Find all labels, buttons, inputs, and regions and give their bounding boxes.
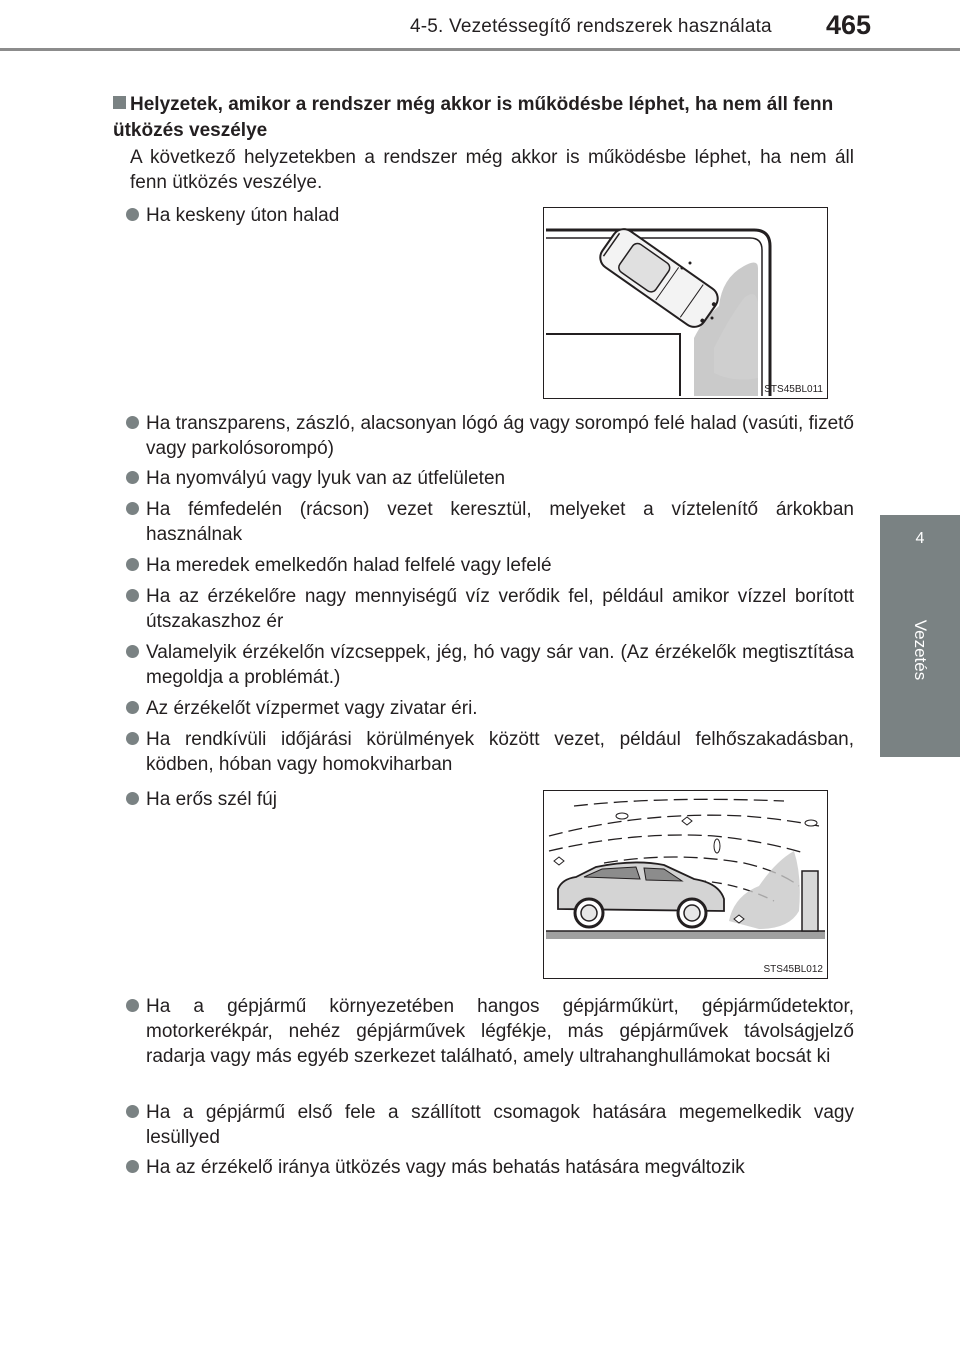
side-tab-number: 4 [915,530,925,547]
section-heading [113,92,855,144]
list-item [126,727,854,777]
round-bullet-icon [126,999,139,1012]
side-tab-label: Vezetés [911,619,930,681]
figure-code: STS45BL012 [763,964,823,975]
list-item-text: Ha keskeny úton halad [146,205,340,226]
round-bullet-icon [126,701,139,714]
list-item [126,411,854,461]
list-item-text: Ha az érzékelőre nagy mennyiségű víz verődik fel, például amikor vízzel borított útszakaszhoz ér [146,586,854,632]
list-item [126,553,854,578]
round-bullet-icon [126,471,139,484]
list-item-text: Ha fémfedelén (rácson) vezet keresztül, melyeket a víztelenítő árkokban használnak [146,499,854,545]
round-bullet-icon [126,208,139,221]
figure-strong-wind [543,790,828,979]
round-bullet-icon [126,1105,139,1118]
intro-paragraph: A következő helyzetekben a rendszer még akkor is működésbe léphet, ha nem áll fenn ütközés veszélye. [130,147,854,193]
list-item [126,497,854,547]
list-item-text: Ha erős szél fúj [146,789,277,810]
round-bullet-icon [126,792,139,805]
round-bullet-icon [126,502,139,515]
square-bullet-icon [113,96,126,109]
figure-code: STS45BL011 [764,384,823,395]
round-bullet-icon [126,645,139,658]
list-item-text: Ha a gépjármű környezetében hangos gépjárműkürt, gépjárműdetektor, motorkerékpár, nehéz gépjárművek légfékje, más gépjárművek távolságjelző radarja vagy más egyéb szerkezet található, amely ultrahanghullámokat bocsát ki [146,996,854,1067]
round-bullet-icon [126,589,139,602]
narrow-road-illustration [544,208,827,398]
side-tab-number-box [880,515,960,595]
list-item [126,640,854,690]
strong-wind-illustration [544,791,827,978]
list-item [126,994,854,1069]
round-bullet-icon [126,1160,139,1173]
page-number: 465 [826,10,872,40]
list-item-text: Ha az érzékelő iránya ütközés vagy más behatás hatására megváltozik [146,1157,745,1178]
list-item-text: Ha nyomvályú vagy lyuk van az útfelületen [146,468,506,489]
list-item [126,1155,854,1180]
section-title-text: Helyzetek, amikor a rendszer még akkor is működésbe léphet, ha nem áll fenn ütközés veszélye [113,94,834,141]
round-bullet-icon [126,732,139,745]
list-item [126,584,854,634]
list-item-text: Ha transzparens, zászló, alacsonyan lógó ág vagy sorompó felé halad (vasúti, fizető vagy parkolósorompó) [146,413,854,459]
figure-narrow-road [543,207,828,399]
header-divider [0,48,960,51]
round-bullet-icon [126,558,139,571]
list-item-text: Ha meredek emelkedőn halad felfelé vagy lefelé [146,555,552,576]
list-item-text: Ha a gépjármű első fele a szállított csomagok hatására megemelkedik vagy lesüllyed [146,1102,854,1148]
list-item [126,787,506,812]
list-item [126,203,506,228]
list-item [126,466,854,491]
list-item [126,696,854,721]
list-item-text: Ha rendkívüli időjárási körülmények között vezet, például felhőszakadásban, ködben, hóban vagy homokviharban [146,729,854,775]
chapter-title: 4-5. Vezetéssegítő rendszerek használata [410,16,772,37]
list-item-text: Valamelyik érzékelőn vízcseppek, jég, hó vagy sár van. (Az érzékelők megtisztítása megoldja a problémát.) [146,642,854,688]
list-item-text: Az érzékelőt vízpermet vagy zivatar éri. [146,698,478,719]
list-item [126,1100,854,1150]
round-bullet-icon [126,416,139,429]
